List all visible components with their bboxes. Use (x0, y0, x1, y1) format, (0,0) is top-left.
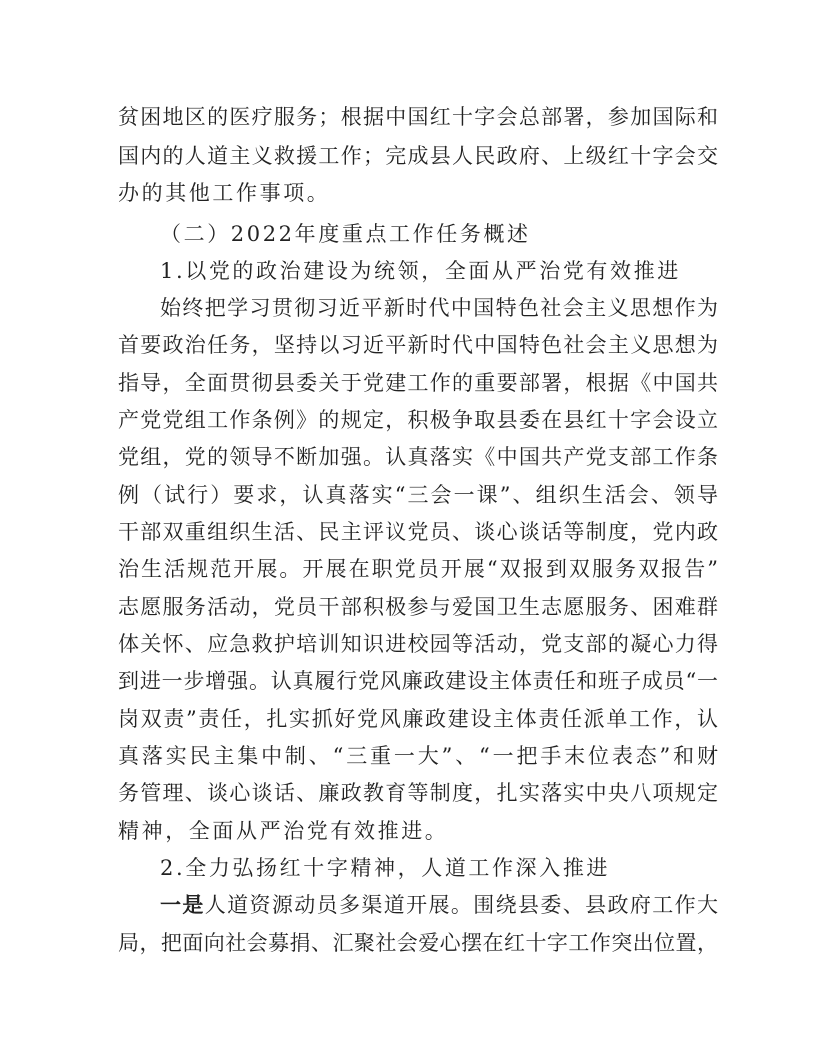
text-line (118, 178, 718, 208)
text-line (160, 853, 718, 883)
text-line (118, 816, 718, 846)
lead-phrase: 一是 (160, 892, 205, 917)
line-text: 产党党组工作条例》的规定，积极争取县委在县红十字会设立 (118, 408, 718, 432)
line-text: 指导，全面贯彻县委关于党建工作的重要部署，根据《中国共 (118, 371, 718, 395)
text-line (118, 928, 718, 958)
text-line (118, 629, 718, 659)
line-text: 始终把学习贯彻习近平新时代中国特色社会主义思想作为 (160, 296, 718, 320)
line-text: 精神，全面从严治党有效推进。 (118, 819, 449, 843)
line-text: 人道资源动员多渠道开展。围绕县委、县政府工作大 (204, 893, 718, 917)
text-line (118, 141, 718, 171)
text-line (118, 102, 718, 132)
text-line (160, 256, 718, 286)
text-line (118, 778, 718, 808)
text-line (160, 890, 718, 920)
line-text: 体关怀、应急救护培训知识进校园等活动，党支部的凝心力得 (118, 632, 718, 656)
text-line (118, 704, 718, 734)
text-line (118, 592, 718, 622)
line-text: 办的其他工作事项。 (118, 181, 331, 205)
line-text: 局，把面向社会募捐、汇聚社会爱心摆在红十字工作突出位置， (118, 931, 718, 955)
line-text: 国内的人道主义救援工作；完成县人民政府、上级红十字会交 (118, 144, 718, 168)
text-line (118, 405, 718, 435)
line-text: 岗双责”责任，扎实抓好党风廉政建设主体责任派单工作，认 (118, 707, 718, 731)
line-text: 真落实民主集中制、“三重一大”、“一把手末位表态”和财 (118, 744, 718, 768)
line-text: 务管理、谈心谈话、廉政教育等制度，扎实落实中央八项规定 (118, 781, 718, 805)
line-text: 例（试行）要求，认真落实“三会一课”、组织生活会、领导 (118, 483, 718, 507)
line-text: 2.全力弘扬红十字精神，人道工作深入推进 (160, 856, 611, 880)
text-line (118, 442, 718, 472)
text-line (118, 368, 718, 398)
line-text: 首要政治任务，坚持以习近平新时代中国特色社会主义思想为 (118, 333, 718, 357)
text-line (160, 293, 718, 323)
line-text: （二）2022年度重点工作任务概述 (160, 222, 531, 246)
text-line (160, 219, 718, 249)
line-text: 贫困地区的医疗服务；根据中国红十字会总部署，参加国际和 (118, 105, 718, 129)
line-text: 到进一步增强。认真履行党风廉政建设主体责任和班子成员“一 (118, 669, 718, 693)
line-text: 1.以党的政治建设为统领，全面从严治党有效推进 (160, 259, 681, 283)
text-line (118, 330, 718, 360)
line-text: 志愿服务活动，党员干部积极参与爱国卫生志愿服务、困难群 (118, 595, 718, 619)
line-text: 干部双重组织生活、民主评议党员、谈心谈话等制度，党内政 (118, 520, 718, 544)
text-line (118, 554, 718, 584)
text-line (118, 741, 718, 771)
line-text: 治生活规范开展。开展在职党员开展“双报到双服务双报告” (118, 557, 718, 581)
line-text: 党组，党的领导不断加强。认真落实《中国共产党支部工作条 (118, 445, 718, 469)
text-line (118, 666, 718, 696)
text-line (118, 517, 718, 547)
text-line (118, 480, 718, 510)
